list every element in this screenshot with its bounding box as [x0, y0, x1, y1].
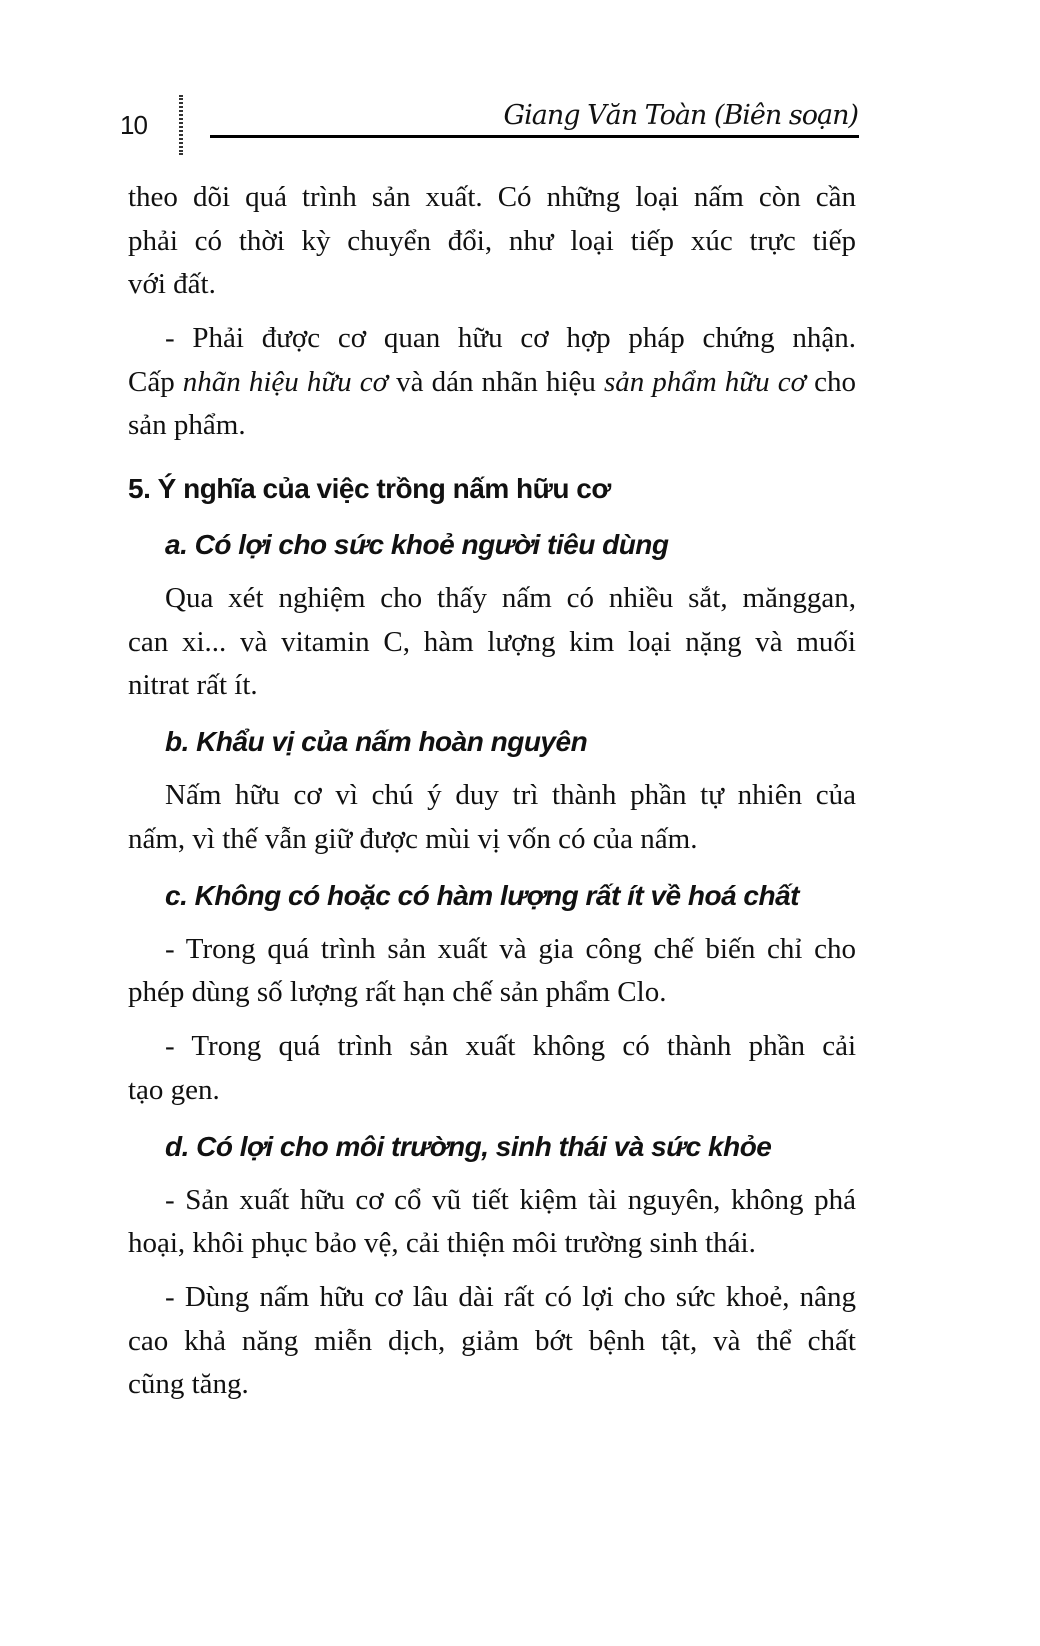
paragraph — [128, 928, 856, 1015]
text-span: theo dõi quá trình sản xuất. Có những loại nấm còn cần — [128, 181, 856, 213]
text-span: tạo gen. — [128, 1073, 220, 1106]
text-line — [128, 1069, 856, 1113]
text-line — [128, 664, 856, 708]
text-span: - Phải được cơ quan hữu cơ hợp pháp chứng nhận. — [165, 322, 856, 354]
paragraph — [128, 1179, 856, 1266]
paragraph — [128, 577, 856, 708]
text-line — [128, 1179, 856, 1223]
text-line — [128, 176, 856, 220]
subsection-heading: b. Khẩu vị của nấm hoàn nguyên — [165, 726, 588, 757]
text-span: - Trong quá trình sản xuất không có thành phần cải — [165, 1030, 856, 1062]
paragraph — [128, 1276, 856, 1407]
text-line — [128, 1276, 856, 1320]
text-line — [128, 1222, 856, 1266]
text-line — [128, 928, 856, 972]
paragraph — [128, 774, 856, 861]
paragraph — [128, 176, 856, 307]
text-line — [128, 263, 856, 307]
emphasis-text: sản phẩm hữu cơ — [603, 365, 807, 398]
text-span: và dán nhãn hiệu — [388, 365, 604, 398]
text-span: - Trong quá trình sản xuất và gia công chế biến chỉ cho — [165, 932, 856, 965]
text-span: cao khả năng miễn dịch, giảm bớt bệnh tật, và thể chất — [128, 1324, 856, 1357]
page-number: 10 — [120, 110, 147, 140]
emphasis-text: nhãn hiệu hữu cơ — [182, 365, 389, 398]
text-line — [128, 818, 856, 862]
paragraph — [128, 1025, 856, 1112]
section-heading: 5. Ý nghĩa của việc trồng nấm hữu cơ — [128, 473, 611, 504]
text-line — [128, 1320, 856, 1364]
text-span: Qua xét nghiệm cho thấy nấm có nhiều sắt, mănggan, — [165, 582, 856, 614]
text-span: Cấp — [128, 365, 183, 398]
page-body — [128, 176, 856, 1407]
header-rule — [210, 135, 859, 138]
header-ornament-divider — [179, 95, 183, 155]
text-span: sản phẩm. — [128, 409, 246, 441]
subsection-heading: d. Có lợi cho môi trường, sinh thái và sức khỏe — [165, 1130, 772, 1162]
text-line — [128, 577, 856, 621]
paragraph — [128, 317, 856, 448]
text-span: hoại, khôi phục bảo vệ, cải thiện môi trường sinh thái. — [128, 1227, 756, 1259]
text-span: với đất. — [128, 268, 216, 300]
text-line — [128, 220, 856, 264]
text-span: - Sản xuất hữu cơ cổ vũ tiết kiệm tài nguyên, không phá — [165, 1183, 856, 1216]
text-span: nitrat rất ít. — [128, 669, 258, 701]
text-line — [128, 361, 856, 405]
text-line — [128, 317, 856, 361]
subsection-heading: a. Có lợi cho sức khoẻ người tiêu dùng — [165, 529, 669, 560]
text-line — [128, 1025, 856, 1069]
subsection-heading: c. Không có hoặc có hàm lượng rất ít về hoá chất — [165, 879, 799, 911]
running-title: Giang Văn Toàn (Biên soạn) — [503, 100, 858, 131]
text-line — [128, 1363, 856, 1407]
text-span: Nấm hữu cơ vì chú ý duy trì thành phần tự nhiên của — [165, 779, 856, 811]
text-line — [128, 404, 856, 448]
text-span: cũng tăng. — [128, 1368, 249, 1400]
text-span: nấm, vì thế vẫn giữ được mùi vị vốn có của nấm. — [128, 822, 698, 855]
text-line — [128, 971, 856, 1015]
text-span: - Dùng nấm hữu cơ lâu dài rất có lợi cho sức khoẻ, nâng — [165, 1281, 856, 1313]
text-line — [128, 774, 856, 818]
text-span: phải có thời kỳ chuyển đổi, như loại tiếp xúc trực tiếp — [128, 224, 856, 257]
text-span: can xi... và vitamin C, hàm lượng kim loại nặng và muối — [128, 625, 856, 658]
text-line — [128, 621, 856, 665]
text-span: phép dùng số lượng rất hạn chế sản phẩm Clo. — [128, 976, 667, 1008]
text-span: cho — [806, 365, 856, 398]
